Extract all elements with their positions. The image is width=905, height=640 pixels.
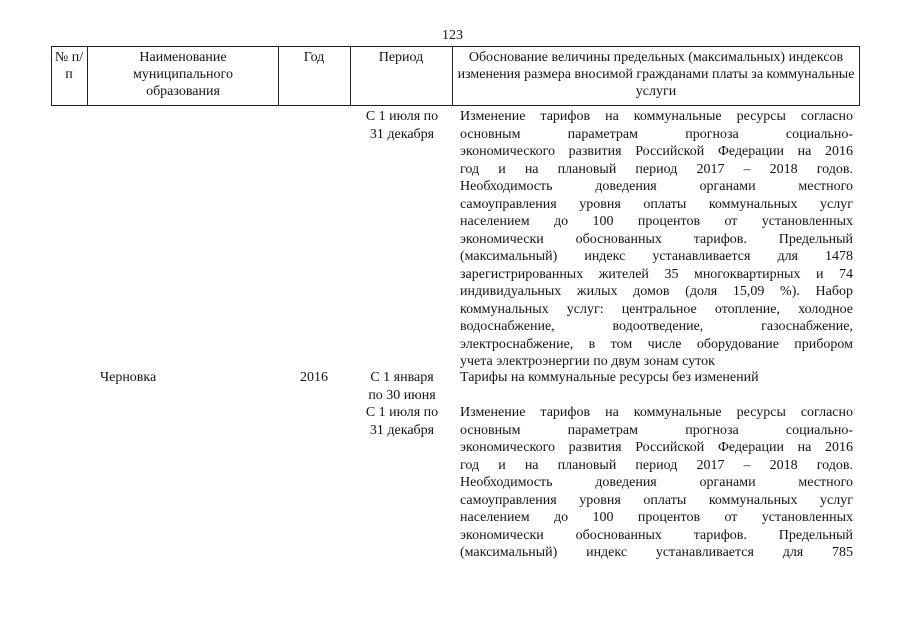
text-line: (максимальный) индекс устанавливается для 1478 bbox=[460, 249, 853, 264]
text-line: Изменение тарифов на коммунальные ресурсы согласно bbox=[460, 405, 853, 420]
row-1-period bbox=[352, 108, 452, 143]
row-1-justification bbox=[460, 108, 853, 371]
header-year: Год bbox=[303, 50, 325, 65]
text-line: коммунальных услуг: центральное отопление, холодное bbox=[460, 301, 853, 317]
text-line: индивидуальных жилых домов (доля 15,09 %). Набор bbox=[460, 284, 853, 299]
text-line: водоснабжение, водоотведение, газоснабжение, bbox=[460, 319, 853, 334]
text-line: Необходимость доведения органами местного bbox=[460, 179, 853, 194]
page-number: 123 bbox=[442, 28, 463, 43]
period-line: 31 декабря bbox=[369, 422, 435, 438]
row-2-municipality: Черновка bbox=[100, 370, 157, 385]
text-line: основным параметрам прогноза социально- bbox=[460, 126, 853, 142]
text-line: экономического развития Российской Федерации на 2016 bbox=[460, 144, 853, 159]
text-line: основным параметрам прогноза социально- bbox=[460, 422, 853, 438]
period-line: С 1 июля по bbox=[365, 405, 439, 420]
text-line: электроснабжение, в том числе оборудование прибором bbox=[460, 336, 853, 352]
text-line: учета электроэнергии по двум зонам суток bbox=[460, 354, 715, 369]
text-line: населением до 100 процентов от установленных bbox=[460, 214, 853, 229]
column-divider bbox=[452, 46, 453, 106]
text-line: год и на плановый период 2017 – 2018 годов. bbox=[460, 457, 853, 473]
period-line: 31 декабря bbox=[369, 126, 435, 142]
period-line: С 1 января bbox=[370, 370, 434, 385]
text-line: Необходимость доведения органами местного bbox=[460, 475, 853, 490]
text-line: самоуправления уровня оплаты коммунальных услуг bbox=[460, 196, 853, 212]
header-justification: Обоснование величины предельных (максимальных) индексов изменения размера вносимой гражданами платы за коммунальные услуги bbox=[457, 50, 855, 99]
header-period: Период bbox=[378, 50, 424, 65]
header-municipality: Наименование муниципального образования bbox=[133, 50, 233, 99]
period-line: по 30 июня bbox=[368, 387, 436, 403]
text-line: (максимальный) индекс устанавливается для 785 bbox=[460, 545, 853, 560]
header-num: № п/п bbox=[54, 50, 84, 82]
row-3-justification bbox=[460, 404, 853, 562]
column-divider bbox=[51, 46, 52, 106]
text-line: Изменение тарифов на коммунальные ресурсы согласно bbox=[460, 109, 853, 124]
text-line: экономического развития Российской Федерации на 2016 bbox=[460, 440, 853, 455]
text-line: год и на плановый период 2017 – 2018 годов. bbox=[460, 161, 853, 177]
text-line: экономически обоснованных тарифов. Предельный bbox=[460, 527, 853, 543]
column-divider bbox=[278, 46, 279, 106]
row-3-period bbox=[352, 404, 452, 439]
text-line: населением до 100 процентов от установленных bbox=[460, 510, 853, 525]
period-line: С 1 июля по bbox=[365, 109, 439, 124]
row-2-justification: Тарифы на коммунальные ресурсы без изменений bbox=[460, 370, 759, 385]
text-line: зарегистрированных жителей 35 многоквартирных и 74 bbox=[460, 266, 853, 282]
text-line: экономически обоснованных тарифов. Предельный bbox=[460, 231, 853, 247]
column-divider bbox=[859, 46, 860, 106]
row-2-period bbox=[352, 369, 452, 404]
row-2-year: 2016 bbox=[300, 370, 328, 385]
column-divider bbox=[87, 46, 88, 106]
column-divider bbox=[350, 46, 351, 106]
text-line: самоуправления уровня оплаты коммунальных услуг bbox=[460, 492, 853, 508]
